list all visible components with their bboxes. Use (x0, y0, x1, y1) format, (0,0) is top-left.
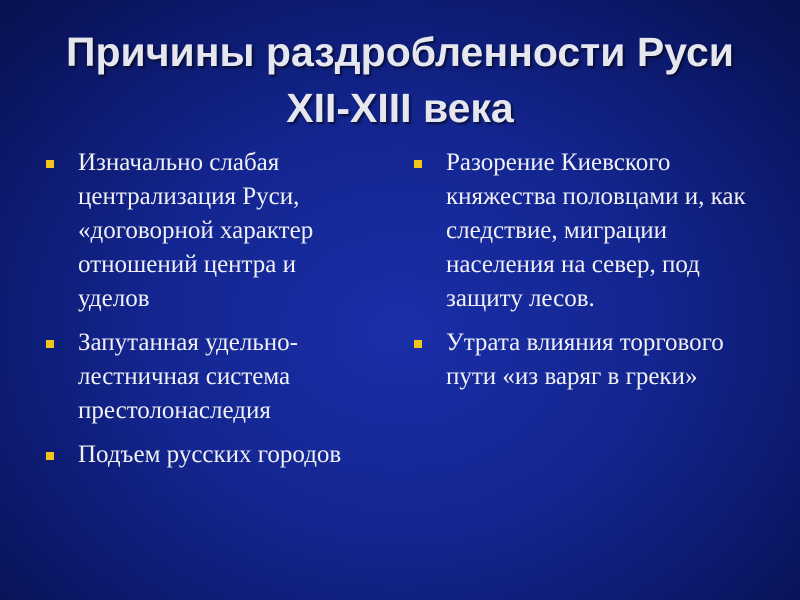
list-item (44, 146, 364, 316)
square-bullet-icon (46, 340, 54, 348)
list-item (412, 326, 762, 394)
left-bullet-list (44, 146, 364, 482)
right-bullet-list (412, 146, 762, 404)
square-bullet-icon (46, 452, 54, 460)
list-item (412, 146, 762, 316)
list-item-text: Подъем русских городов (78, 441, 342, 468)
slide-title (0, 24, 800, 136)
list-item-text: Утрата влияния торгового пути «из варяг в греки» (446, 329, 724, 390)
slide-title-line-1: Причины раздробленности Руси (66, 29, 734, 75)
square-bullet-icon (414, 160, 422, 168)
slide-title-line-2: XII-XIII века (286, 85, 514, 131)
list-item (44, 326, 364, 428)
list-item-text: Разорение Киевского княжества половцами и, как следствие, миграции населения на север, под защиту лесов. (446, 149, 746, 312)
list-item-text: Запутанная удельно-лестничная система престолонаследия (78, 329, 298, 424)
list-item-text: Изначально слабая централизация Руси, «договорной характер отношений центра и уделов (78, 149, 314, 312)
square-bullet-icon (46, 160, 54, 168)
square-bullet-icon (414, 340, 422, 348)
list-item (44, 438, 364, 472)
